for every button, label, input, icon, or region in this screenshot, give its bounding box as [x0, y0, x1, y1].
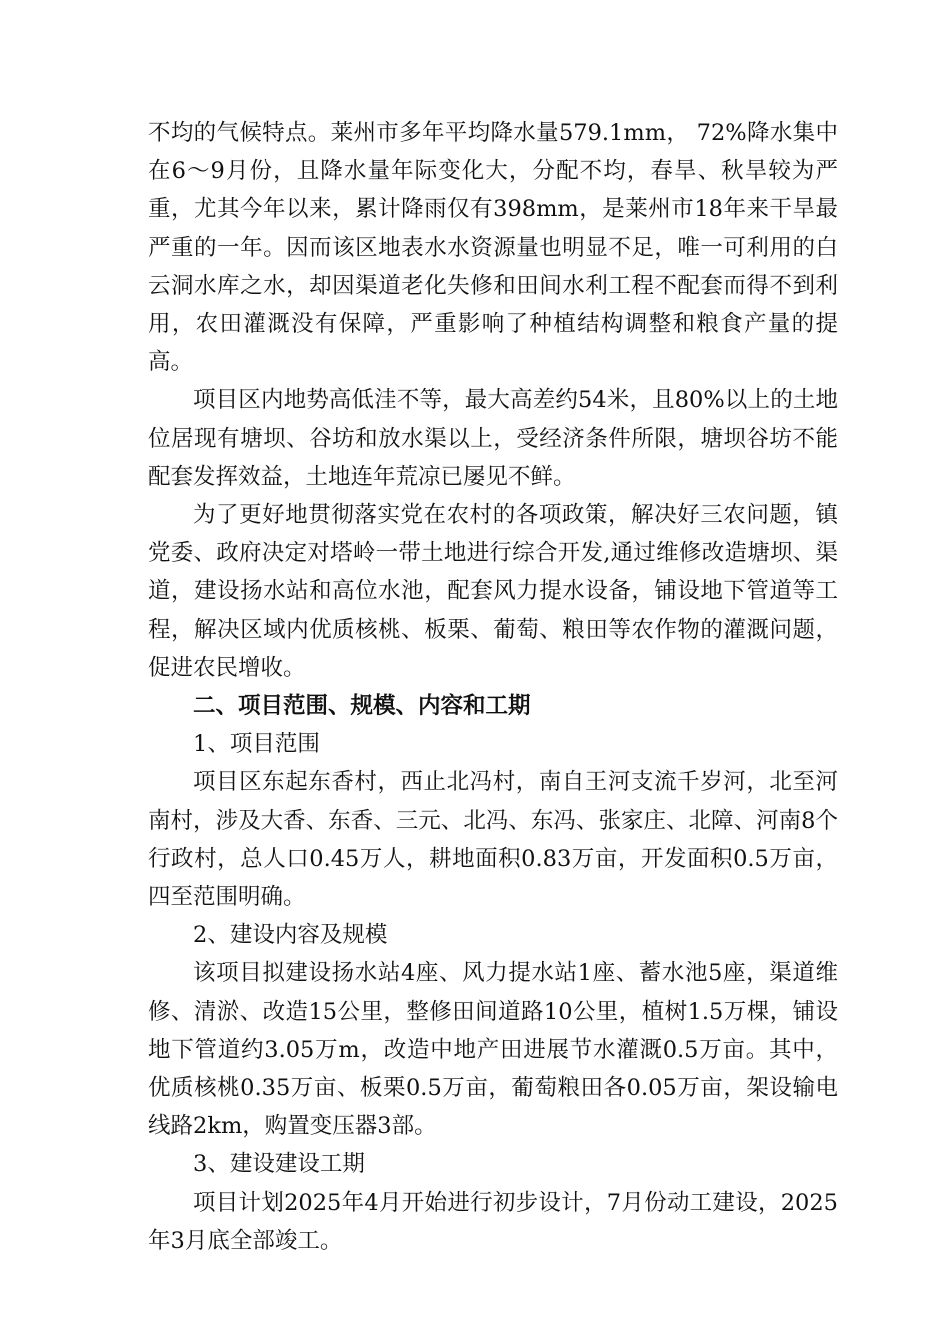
paragraph-construction-content: 该项目拟建设扬水站4座、风力提水站1座、蓄水池5座，渠道维修、清淤、改造15公里，整修田间道路10公里，植树1.5万棵，铺设地下管道约3.05万m，改造中地产田进展节水灌溉0.5万亩。其中，优质核桃0.35万亩、板栗0.5万亩，葡萄粮田各0.05万亩，架设输电线路2km，购置变压器3部。 [148, 960, 838, 1140]
paragraph-terrain: 项目区内地势高低洼不等，最大高差约54米，且80%以上的土地位居现有塘坝、谷坊和放水渠以上，受经济条件所限，塘坝谷坊不能配套发挥效益，土地连年荒凉已屡见不鲜。 [148, 387, 838, 490]
subheading-project-scope: 1、项目范围 [193, 731, 320, 758]
section-heading-scope-scale: 二、项目范围、规模、内容和工期 [193, 693, 531, 720]
subheading-construction-period: 3、建设建设工期 [193, 1151, 365, 1178]
paragraph-construction-period: 项目计划2025年4月开始进行初步设计，7月份动工建设，2025年3月底全部竣工。 [148, 1189, 838, 1254]
paragraph-project-scope: 项目区东起东香村，西止北冯村，南自王河支流千岁河，北至河南村，涉及大香、东香、三元、北冯、东冯、张家庄、北障、河南8个行政村，总人口0.45万人，耕地面积0.83万亩，开发面积0.5万亩，四至范围明确。 [148, 769, 838, 911]
paragraph-climate-continuation: 不均的气候特点。莱州市多年平均降水量579.1mm， 72%降水集中在6～9月份，且降水量年际变化大，分配不均，春旱、秋旱较为严重，尤其今年以来，累计降雨仅有398mm，是莱州市18年来干旱最严重的一年。因而该区地表水水资源量也明显不足，唯一可利用的白云洞水库之水，却因渠道老化失修和田间水利工程不配套而得不到利用，农田灌溉没有保障，严重影响了种植结构调整和粮食产量的提高。 [148, 120, 838, 376]
document-body [148, 114, 838, 1260]
paragraph-policy: 为了更好地贯彻落实党在农村的各项政策，解决好三农问题，镇党委、政府决定对塔岭一带土地进行综合开发,通过维修改造塘坝、渠道，建设扬水站和高位水池，配套风力提水设备，铺设地下管道等工程，解决区域内优质核桃、板栗、葡萄、粮田等农作物的灌溉问题，促进农民增收。 [148, 502, 838, 681]
subheading-construction-content: 2、建设内容及规模 [193, 922, 388, 949]
